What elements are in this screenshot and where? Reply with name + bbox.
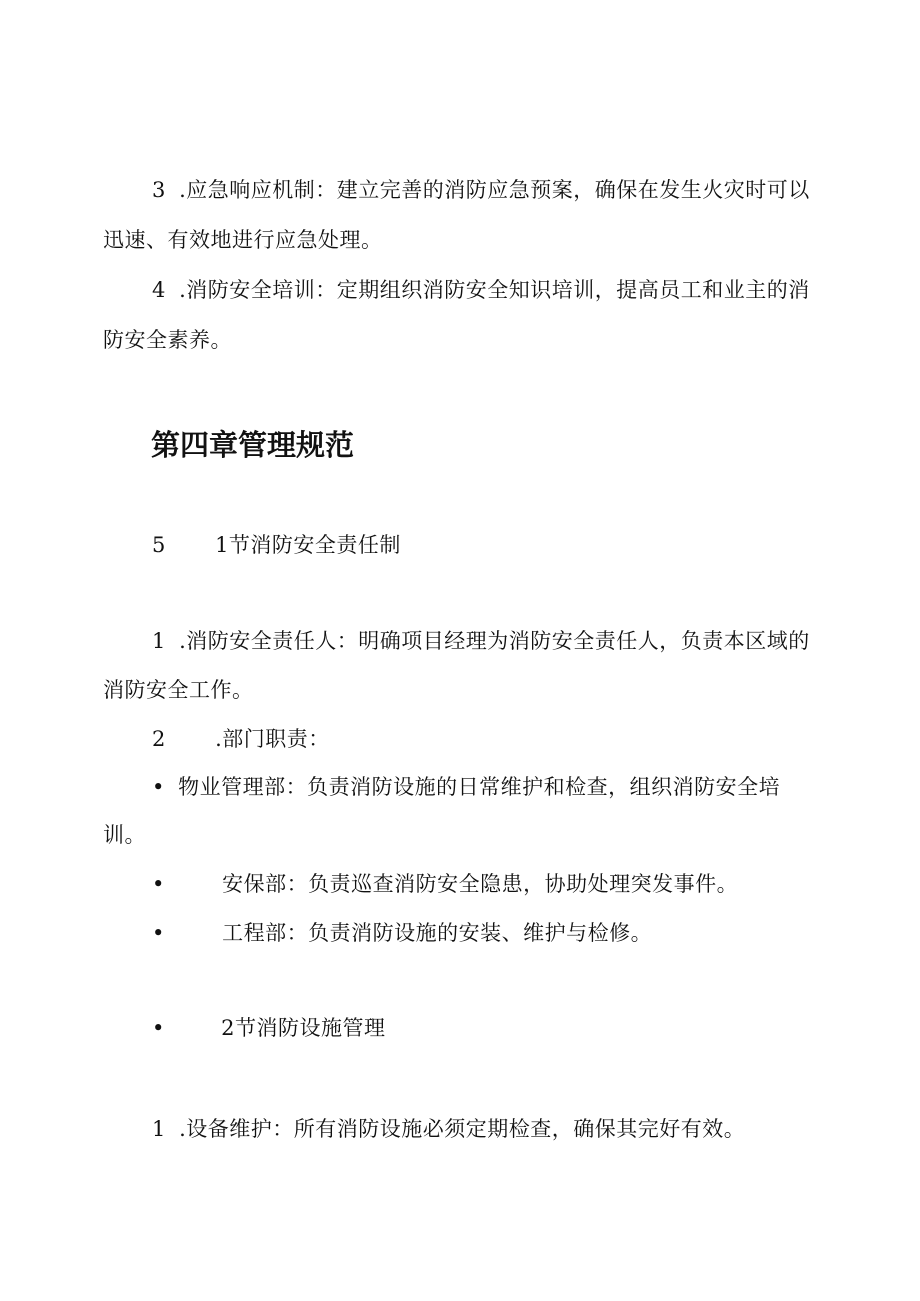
bullet-icon: • [152,1016,165,1040]
bullet-icon: • [152,775,165,799]
paragraph-item-4-line-1 [152,276,810,304]
item-text: .消防安全培训：定期组织消防安全知识培训，提高员工和业主的消 [179,278,810,302]
bullet-text-continued: 训。 [103,823,146,847]
bullet-item-property-management-line-2 [103,821,146,849]
item-number: 4 [152,278,166,302]
bullet-item-engineering [152,919,652,947]
item-number: 3 [152,178,166,202]
item-text: .应急响应机制：建立完善的消防应急预案，确保在发生火灾时可以 [179,178,810,202]
item-number: 1 [152,629,166,653]
section-1-item-2 [152,725,330,753]
section-1-item-1-line-2 [103,676,254,704]
bullet-icon: • [152,872,165,896]
section-title: 2节消防设施管理 [221,1016,386,1040]
paragraph-item-3-line-2 [103,226,383,254]
bullet-item-security [152,870,738,898]
item-text: .设备维护：所有消防设施必须定期检查，确保其完好有效。 [179,1117,746,1141]
section-2-heading [152,1014,385,1042]
item-text-continued: 防安全素养。 [103,328,232,352]
section-1-item-1-line-1 [152,627,810,655]
bullet-icon: • [152,921,165,945]
bullet-text: 物业管理部：负责消防设施的日常维护和检查，组织消防安全培 [178,775,781,799]
chapter-title: 第四章管理规范 [151,428,355,462]
item-text: .部门职责： [215,727,330,751]
section-number: 5 [152,533,166,557]
item-text: .消防安全责任人：明确项目经理为消防安全责任人，负责本区域的 [179,629,810,653]
bullet-item-property-management-line-1 [152,773,780,801]
item-number: 1 [152,1117,166,1141]
item-number: 2 [152,727,166,751]
item-text-continued: 迅速、有效地进行应急处理。 [103,228,383,252]
section-1-heading [152,531,401,559]
bullet-text: 安保部：负责巡查消防安全隐患，协助处理突发事件。 [222,872,739,896]
paragraph-item-4-line-2 [103,326,232,354]
section-2-item-1 [152,1115,745,1143]
section-title: 1节消防安全责任制 [215,533,401,557]
item-text-continued: 消防安全工作。 [103,678,254,702]
bullet-text: 工程部：负责消防设施的安装、维护与检修。 [222,921,653,945]
paragraph-item-3-line-1 [152,176,810,204]
